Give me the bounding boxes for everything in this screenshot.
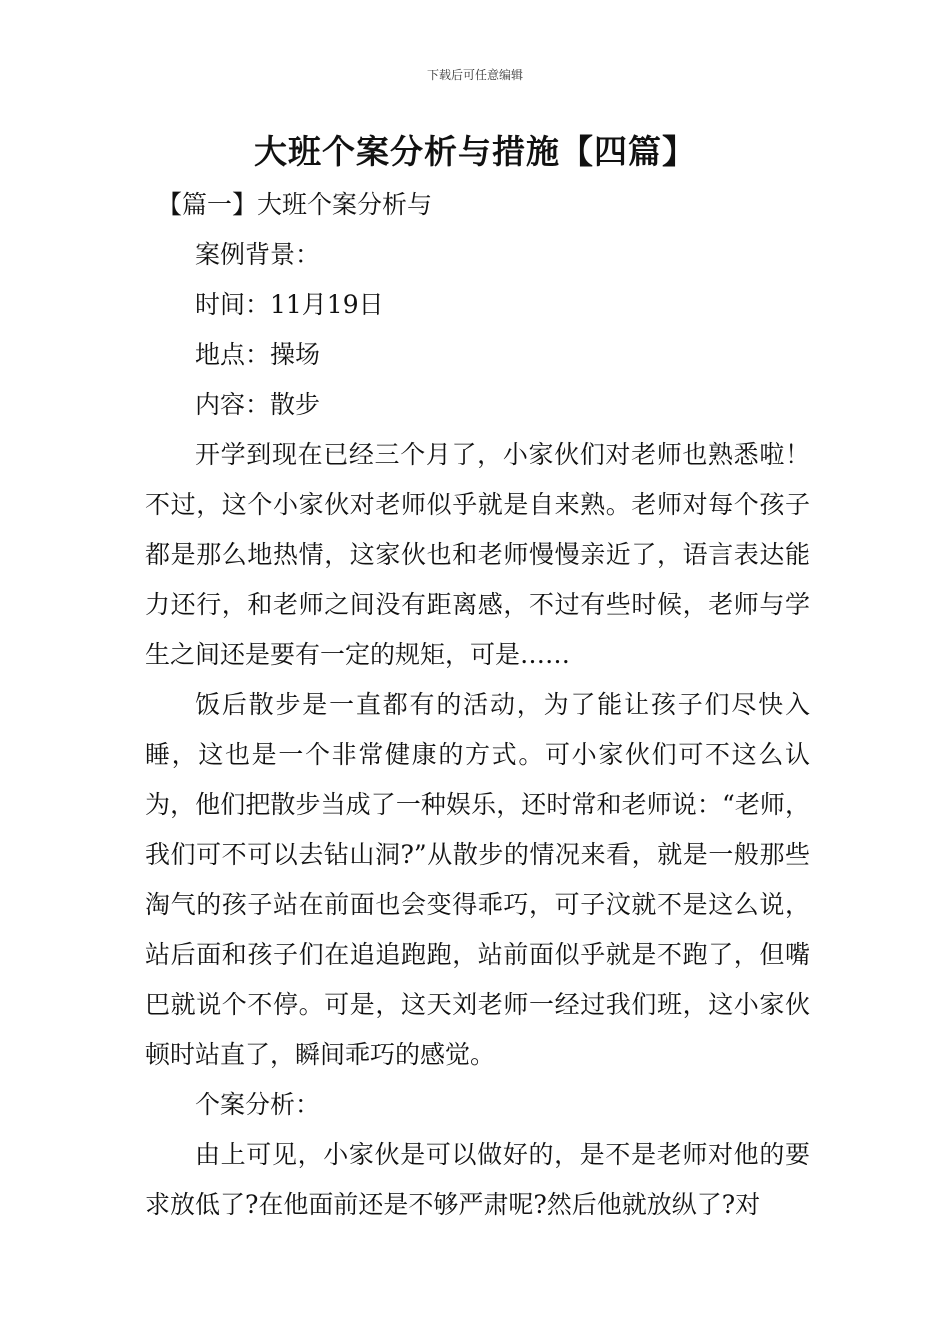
- document-title: 大班个案分析与措施【四篇】: [254, 132, 696, 171]
- section-heading: 【篇一】大班个案分析与: [157, 190, 433, 219]
- paragraph: 开学到现在已经三个月了，小家伙们对老师也熟悉啦！不过，这个小家伙对老师似乎就是自来熟。老师对每个孩子都是那么地热情，这家伙也和老师慢慢亲近了，语言表达能力还行，和老师之间没有距离感，不过有些时候，老师与学生之间还是要有一定的规矩，可是……: [145, 440, 810, 669]
- analysis-label: 个案分析：: [195, 1090, 321, 1119]
- document-body: [145, 180, 810, 1230]
- header-note: 下载后可任意编辑: [426, 68, 523, 82]
- place-line: 地点：操场: [195, 340, 321, 369]
- paragraph: 饭后散步是一直都有的活动，为了能让孩子们尽快入睡，这也是一个非常健康的方式。可小家伙们可不这么认为，他们把散步当成了一种娱乐，还时常和老师说：“老师，我们可不可以去钻山洞?”从散步的情况来看，就是一般那些淘气的孩子站在前面也会变得乖巧，可子汶就不是这么说，站后面和孩子们在追追跑跑，站前面似乎就是不跑了，但嘴巴就说个不停。可是，这天刘老师一经过我们班，这小家伙顿时站直了，瞬间乖巧的感觉。: [145, 690, 810, 1069]
- analysis-paragraph: 由上可见，小家伙是可以做好的，是不是老师对他的要求放低了?在他面前还是不够严肃呢?然后他就放纵了?对: [145, 1140, 810, 1219]
- background-label: 案例背景：: [195, 240, 321, 269]
- content-line: 内容：散步: [195, 390, 321, 419]
- time-line: 时间：11月19日: [195, 290, 384, 319]
